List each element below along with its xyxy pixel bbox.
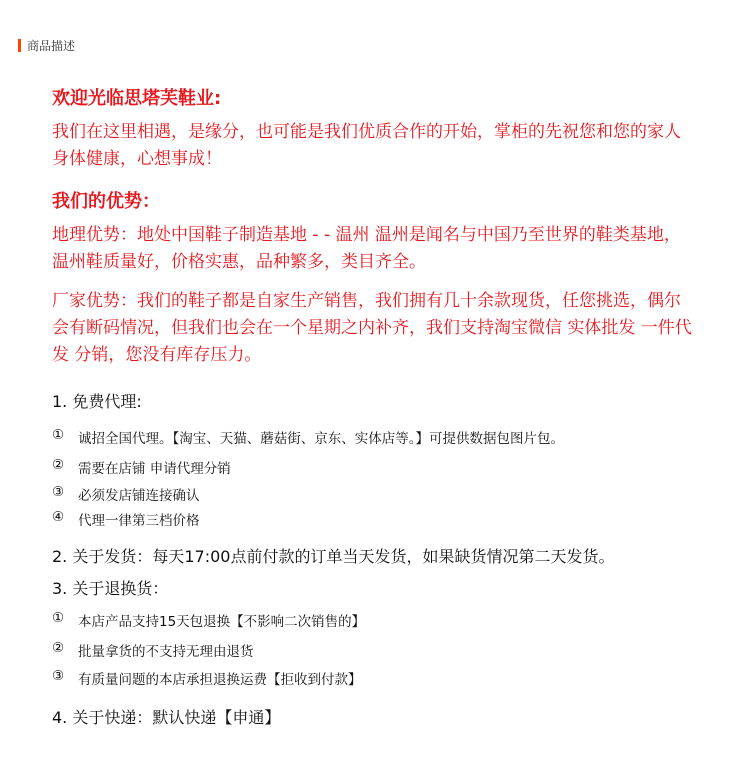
factory-advantage: 厂家优势：我们的鞋子都是自家生产销售，我们拥有几十余款现货，任您挑选，偶尔会有断码情况，但我们也会在一个星期之内补齐，我们支持淘宝微信 实体批发 一件代发 分销，您没有库存压力。: [52, 291, 692, 365]
agent-item: ③ 必须发店铺连接确认: [52, 484, 200, 504]
returns-item: ② 批量拿货的不支持无理由退货: [52, 640, 254, 660]
geo-advantage: 地理优势：地处中国鞋子制造基地 - - 温州 温州是闻名与中国乃至世界的鞋类基地，温州鞋质量好，价格实惠，品种繁多，类目齐全。: [52, 225, 681, 272]
advantage-heading: 我们的优势：: [52, 191, 160, 212]
returns-title: 3. 关于退换货：: [52, 579, 169, 598]
express-info: 4. 关于快递：默认快递【申通】: [52, 708, 281, 727]
agent-title: 1. 免费代理:: [52, 392, 142, 411]
section-title: 商品描述: [27, 38, 76, 53]
returns-item: ③ 有质量问题的本店承担退换运费【拒收到付款】: [52, 668, 362, 688]
welcome-heading: 欢迎光临思塔芙鞋业:: [52, 88, 222, 109]
greeting-text: 我们在这里相遇，是缘分，也可能是我们优质合作的开始，掌柜的先祝您和您的家人身体健康，心想事成！: [52, 122, 681, 169]
returns-item: ① 本店产品支持15天包退换【不影响二次销售的】: [52, 610, 366, 630]
accent-bar: [18, 39, 21, 52]
shipping-info: 2. 关于发货：每天17:00点前付款的订单当天发货，如果缺货情况第二天发货。: [52, 547, 615, 566]
agent-item: ② 需要在店铺 申请代理分销: [52, 457, 231, 477]
section-header: [18, 38, 75, 52]
agent-item: ④ 代理一律第三档价格: [52, 509, 200, 529]
agent-item: ① 诚招全国代理。【淘宝、天猫、蘑菇街、京东、实体店等。】可提供数据包图片包。: [52, 427, 564, 447]
